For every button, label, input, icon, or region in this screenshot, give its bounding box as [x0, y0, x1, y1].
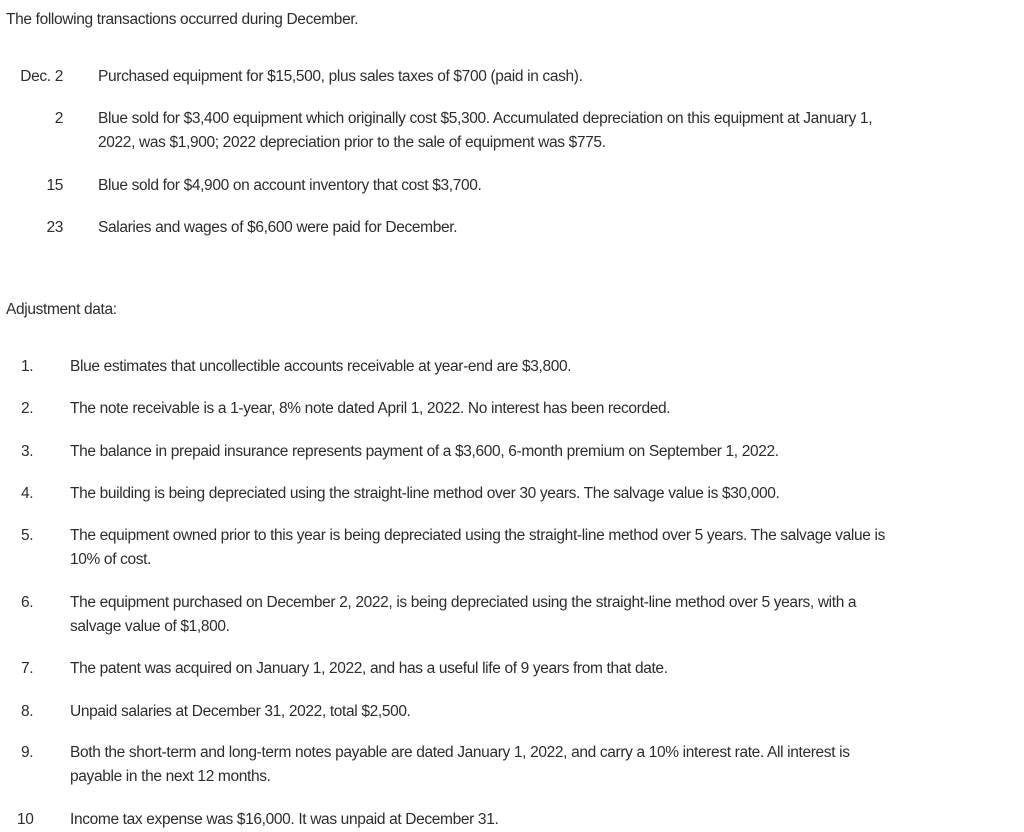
transaction-text: Salaries and wages of $6,600 were paid for December.	[98, 219, 458, 236]
transaction-date: 2	[54, 110, 63, 127]
adjustment-number: 2.	[21, 400, 34, 417]
adjustment-text: The equipment purchased on December 2, 2022, is being depreciated using the straight-line method over 5 years, with a	[70, 594, 857, 611]
adjustment-text: The note receivable is a 1-year, 8% note dated April 1, 2022. No interest has been recorded.	[70, 400, 671, 417]
adjustment-text: payable in the next 12 months.	[70, 768, 271, 785]
adjustment-number: 8.	[21, 703, 34, 720]
transaction-date: 15	[46, 177, 63, 194]
transaction-text: Purchased equipment for $15,500, plus sales taxes of $700 (paid in cash).	[98, 68, 583, 85]
adjustment-heading: Adjustment data:	[6, 301, 117, 318]
adjustment-text: Income tax expense was $16,000. It was unpaid at December 31.	[70, 811, 499, 828]
adjustment-number: 6.	[21, 594, 34, 611]
adjustment-text: Both the short-term and long-term notes payable are dated January 1, 2022, and carry a 10% interest rate. All interest is	[70, 744, 850, 761]
transaction-text: Blue sold for $3,400 equipment which originally cost $5,300. Accumulated depreciation on this equipment at January 1,	[98, 110, 873, 127]
adjustment-number: 1.	[21, 358, 34, 375]
transaction-date: 23	[46, 219, 63, 236]
adjustment-number: 10	[17, 811, 34, 828]
adjustment-text: The equipment owned prior to this year is being depreciated using the straight-line method over 5 years. The salvage value is	[70, 527, 885, 544]
adjustment-text: The balance in prepaid insurance represents payment of a $3,600, 6-month premium on September 1, 2022.	[70, 443, 779, 460]
adjustment-text: Blue estimates that uncollectible accounts receivable at year-end are $3,800.	[70, 358, 572, 375]
adjustment-number: 5.	[21, 527, 34, 544]
transaction-date: Dec. 2	[20, 68, 63, 85]
adjustment-number: 7.	[21, 660, 34, 677]
adjustment-text: The patent was acquired on January 1, 2022, and has a useful life of 9 years from that date.	[70, 660, 668, 677]
intro-text: The following transactions occurred during December.	[6, 11, 359, 28]
adjustment-text: The building is being depreciated using the straight-line method over 30 years. The salvage value is $30,000.	[70, 485, 780, 502]
adjustment-text: Unpaid salaries at December 31, 2022, total $2,500.	[70, 703, 411, 720]
adjustment-number: 9.	[21, 744, 34, 761]
adjustment-text: 10% of cost.	[70, 551, 152, 568]
adjustment-number: 3.	[21, 443, 34, 460]
transaction-text: Blue sold for $4,900 on account inventory that cost $3,700.	[98, 177, 482, 194]
adjustment-number: 4.	[21, 485, 34, 502]
transaction-text: 2022, was $1,900; 2022 depreciation prior to the sale of equipment was $775.	[98, 134, 606, 151]
adjustment-text: salvage value of $1,800.	[70, 618, 230, 635]
